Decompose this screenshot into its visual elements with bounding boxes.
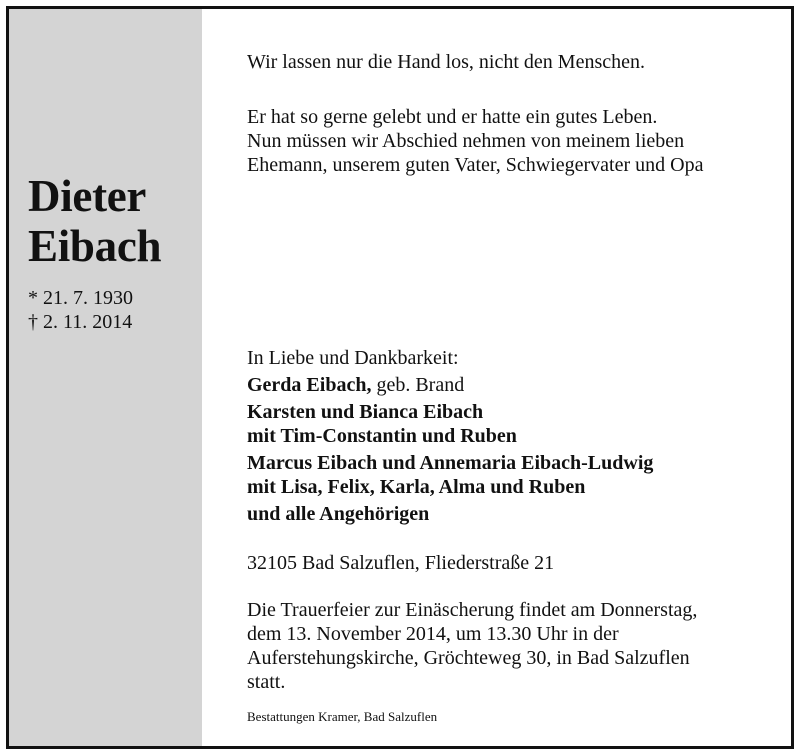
family-group (247, 502, 653, 526)
undertaker: Bestattungen Kramer, Bad Salzuflen (247, 709, 438, 724)
sidebar-panel (9, 9, 202, 746)
family-line: mit Lisa, Felix, Karla, Alma und Ruben (247, 476, 586, 498)
family-line: Marcus Eibach und Annemaria Eibach-Ludwig (247, 452, 654, 474)
family-line: Karsten und Bianca Eibach (247, 401, 484, 423)
spouse (247, 373, 653, 397)
death-date: † 2. 11. 2014 (28, 311, 133, 333)
family-list (247, 346, 653, 526)
family-group (247, 451, 653, 499)
family-heading: In Liebe und Dankbarkeit: (247, 347, 459, 369)
deceased-name (28, 171, 161, 271)
service-info (247, 598, 697, 694)
service-line: dem 13. November 2014, um 13.30 Uhr in der (247, 623, 619, 645)
intro-text (247, 105, 703, 177)
intro-line: Er hat so gerne gelebt und er hatte ein gutes Leben. (247, 106, 658, 128)
address: 32105 Bad Salzuflen, Fliederstraße 21 (247, 552, 555, 574)
motto: Wir lassen nur die Hand los, nicht den Menschen. (247, 51, 645, 73)
family-line: und alle Angehörigen (247, 503, 430, 525)
intro-line: Ehemann, unserem guten Vater, Schwiegervater und Opa (247, 154, 704, 176)
family-group (247, 400, 653, 448)
birth-date: * 21. 7. 1930 (28, 287, 133, 309)
service-line: Auferstehungskirche, Gröchteweg 30, in Bad Salzuflen (247, 647, 690, 669)
life-dates (28, 286, 133, 334)
service-line: Die Trauerfeier zur Einäscherung findet am Donnerstag, (247, 599, 698, 621)
family-line: mit Tim-Constantin und Ruben (247, 425, 517, 447)
spouse-name: Gerda Eibach, (247, 374, 372, 396)
intro-line: Nun müssen wir Abschied nehmen von meinem lieben (247, 130, 685, 152)
last-name: Eibach (28, 221, 162, 271)
obituary-frame (6, 6, 794, 749)
spouse-maiden-name: geb. Brand (371, 374, 465, 396)
service-line: statt. (247, 671, 286, 693)
first-name: Dieter (28, 171, 147, 221)
